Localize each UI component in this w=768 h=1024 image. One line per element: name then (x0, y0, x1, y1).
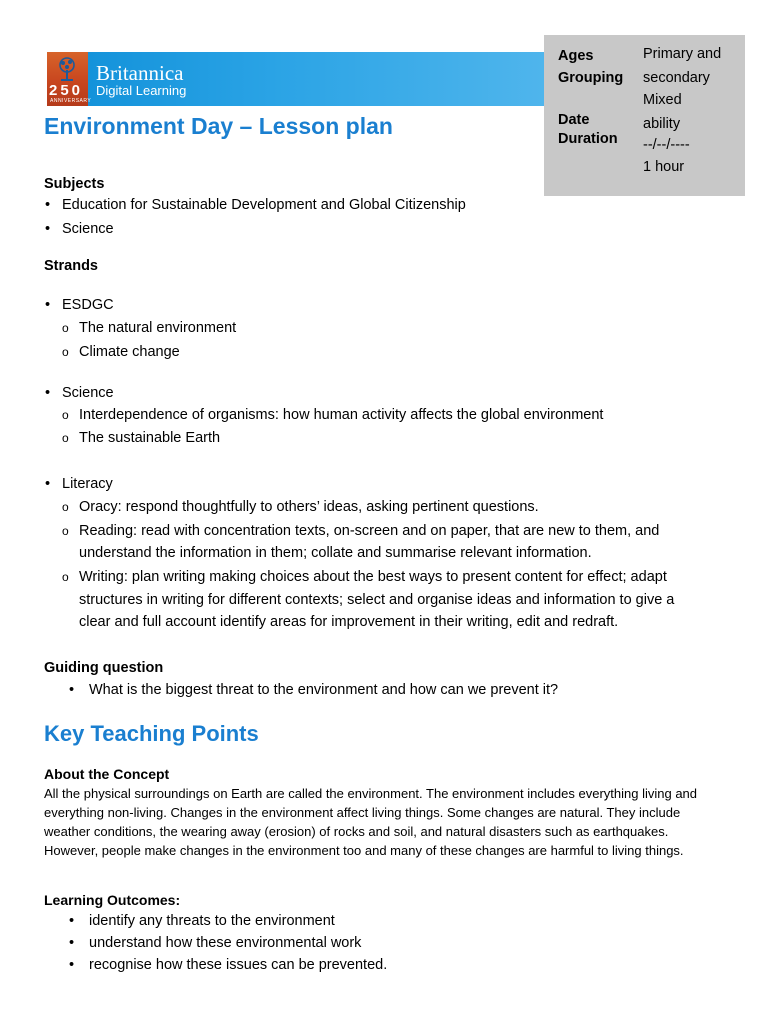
circle-bullet-icon: o (62, 524, 69, 538)
about-concept-text: All the physical surroundings on Earth are called the environment. The environment includes everything living and everything non-living. Changes in the environment affect living things. Some changes are natural. They include weather conditions, the wearing away (erosion) of rocks and soil, and natural disasters such as earthquakes. However, people make changes in the environment too and many of these changes are harmful to living things. (44, 786, 698, 858)
guiding-question: What is the biggest threat to the environment and how can we prevent it? (89, 682, 559, 698)
lesson-info-box (544, 35, 745, 196)
tree-icon (55, 56, 79, 82)
ages-label: Ages (558, 48, 594, 64)
literacy-writing-line: structures in writing for different contexts; select and organise ideas and information to give a (79, 592, 675, 608)
bullet-icon: • (69, 913, 75, 929)
ages-value-line2: secondary (643, 70, 710, 86)
subject-item: Science (62, 221, 114, 237)
learning-outcomes-heading: Learning Outcomes: (44, 892, 181, 908)
learning-outcome: recognise how these issues can be prevented. (89, 957, 388, 973)
about-concept-heading: About the Concept (44, 766, 170, 782)
bullet-icon: • (69, 935, 75, 951)
bullet-icon: • (45, 297, 51, 313)
strand-label: ESDGC (62, 297, 114, 313)
strand-item: The sustainable Earth (79, 430, 221, 446)
ages-value-line1: Primary and (643, 46, 722, 62)
circle-bullet-icon: o (62, 431, 69, 445)
anniversary-number: 250 (49, 82, 84, 99)
brand-subtitle: Digital Learning (96, 83, 187, 98)
anniversary-label: ANNIVERSARY (50, 98, 92, 104)
learning-outcome: identify any threats to the environment (89, 913, 335, 929)
bullet-icon: • (45, 197, 51, 213)
date-label: Date (558, 112, 590, 128)
subject-item: Education for Sustainable Development and Global Citizenship (62, 197, 466, 213)
key-teaching-points-heading: Key Teaching Points (44, 721, 259, 746)
subjects-heading: Subjects (44, 176, 105, 192)
strands-heading: Strands (44, 258, 98, 274)
circle-bullet-icon: o (62, 408, 69, 422)
literacy-oracy: Oracy: respond thoughtfully to others’ ideas, asking pertinent questions. (79, 499, 539, 515)
grouping-value-line2: ability (643, 116, 681, 132)
page-title: Environment Day – Lesson plan (44, 113, 393, 139)
bullet-icon: • (45, 385, 51, 401)
literacy-reading-line: understand the information in them; collate and summarise relevant information. (79, 545, 592, 561)
bullet-icon: • (69, 957, 75, 973)
literacy-writing-line: Writing: plan writing making choices about the best ways to present content for effect; adapt (79, 569, 667, 585)
date-value: --/--/---- (643, 137, 690, 153)
literacy-reading-line: Reading: read with concentration texts, on-screen and on paper, that are new to them, and (79, 523, 660, 539)
brand-name: Britannica (96, 61, 184, 85)
bullet-icon: • (45, 476, 51, 492)
grouping-label: Grouping (558, 70, 624, 86)
bullet-icon: • (45, 221, 51, 237)
strand-item: Interdependence of organisms: how human activity affects the global environment (79, 407, 604, 423)
grouping-value-line1: Mixed (643, 92, 682, 108)
guiding-question-heading: Guiding question (44, 660, 164, 676)
strand-label: Literacy (62, 476, 113, 492)
strand-item: The natural environment (79, 320, 237, 336)
duration-label: Duration (558, 131, 618, 147)
strand-label: Science (62, 385, 114, 401)
duration-value: 1 hour (643, 159, 685, 175)
bullet-icon: • (69, 682, 75, 698)
strand-item: Climate change (79, 344, 180, 360)
britannica-logo (47, 52, 92, 106)
circle-bullet-icon: o (62, 321, 69, 335)
circle-bullet-icon: o (62, 345, 69, 359)
circle-bullet-icon: o (62, 500, 69, 514)
literacy-writing-line: clear and full account identify areas for improvement in their writing, edit and redraft. (79, 614, 619, 630)
circle-bullet-icon: o (62, 570, 69, 584)
learning-outcome: understand how these environmental work (89, 935, 362, 951)
